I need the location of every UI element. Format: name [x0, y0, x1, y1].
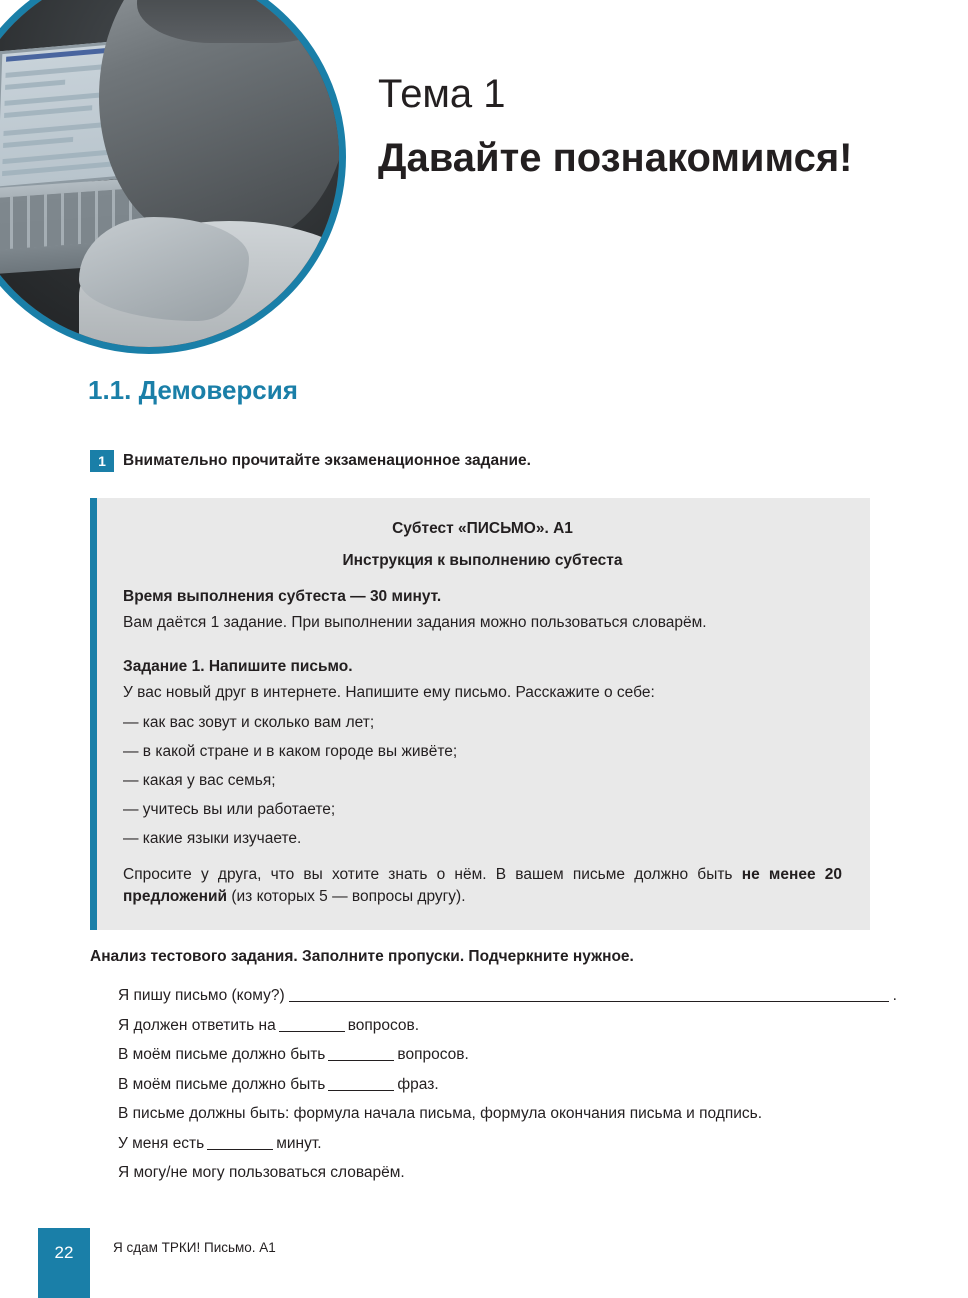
subtest-title: Субтест «ПИСЬМО». А1 [392, 520, 573, 537]
person-arm-graphic [79, 217, 249, 321]
analysis-row-pre: Я могу/не могу пользоваться словарём. [118, 1164, 405, 1181]
subtest-time: Время выполнения субтеста — 30 минут. [123, 588, 442, 605]
person-hair-graphic [137, 0, 345, 43]
analysis-row-pre: Я должен ответить на [118, 1016, 276, 1034]
exam-instruction-box [90, 498, 870, 930]
footer-book-title: Я сдам ТРКИ! Письмо. А1 [113, 1240, 276, 1255]
analysis-row [118, 1018, 908, 1034]
theme-label: Тема 1 [378, 72, 506, 116]
subtest-time-note: Вам даётся 1 задание. При выполнении задания можно пользоваться словарём. [123, 614, 707, 631]
task-bullet: — в какой стране и в каком городе вы живёте; [123, 742, 458, 760]
person-head-graphic [99, 0, 346, 241]
analysis-row-post: . [892, 987, 897, 1004]
analysis-blank-long[interactable] [289, 988, 889, 1002]
section-heading: 1.1. Демоверсия [88, 375, 298, 405]
subtest-subtitle: Инструкция к выполнению субтеста [342, 552, 623, 569]
theme-title: Давайте познакомимся! [378, 136, 853, 180]
task-intro: У вас новый друг в интернете. Напишите ему письмо. Расскажите о себе: [123, 683, 655, 701]
analysis-row-pre: Я пишу письмо (кому?) [118, 987, 285, 1004]
analysis-row-pre: В моём письме должно быть [118, 1075, 326, 1093]
analysis-row-pre: В моём письме должно быть [118, 1046, 326, 1063]
page-number-tab: 22 [38, 1228, 90, 1298]
task-closing-paragraph [123, 864, 842, 909]
task-heading: Задание 1. Напишите письмо. [123, 657, 353, 675]
analysis-row [118, 1136, 908, 1152]
title-block [378, 72, 938, 185]
analysis-blank-short[interactable] [279, 1018, 345, 1032]
photo-background [0, 0, 339, 347]
analysis-row-post: вопросов. [397, 1046, 469, 1063]
header-photo [0, 0, 346, 354]
page-header [0, 0, 968, 320]
task-number-badge: 1 [90, 450, 114, 472]
analysis-list [118, 988, 908, 1195]
analysis-title: Анализ тестового задания. Заполните пропуски. Подчеркните нужное. [90, 948, 634, 965]
analysis-row-pre: У меня есть [118, 1134, 205, 1152]
analysis-blank-short[interactable] [328, 1077, 394, 1091]
analysis-row [118, 1106, 908, 1122]
task-bullet: — какие языки изучаете. [123, 830, 302, 848]
analysis-row [118, 1047, 908, 1063]
analysis-row [118, 1077, 908, 1093]
closing-part-1: Спросите у друга, что вы хотите знать о нём. В вашем письме должно быть [123, 865, 742, 883]
task-bullet: — какая у вас семья; [123, 772, 276, 790]
closing-part-2: (из которых 5 — вопросы другу). [227, 888, 466, 906]
analysis-row-post: минут. [276, 1134, 322, 1152]
analysis-row-post: фраз. [397, 1075, 439, 1093]
analysis-row-post: вопросов. [347, 1016, 420, 1034]
task-bullet: — учитесь вы или работаете; [123, 801, 336, 819]
analysis-blank-short[interactable] [207, 1136, 273, 1150]
task-1-line [90, 450, 531, 472]
analysis-blank-short[interactable] [328, 1047, 394, 1061]
task-bullet: — как вас зовут и сколько вам лет; [123, 713, 375, 731]
analysis-row [118, 988, 908, 1004]
analysis-row-pre: В письме должны быть: формула начала письма, формула окончания письма и подпись. [118, 1105, 763, 1122]
task-instruction-text: Внимательно прочитайте экзаменационное задание. [123, 452, 531, 469]
analysis-row [118, 1165, 908, 1181]
closing-bold: не менее 20 предложений [123, 865, 842, 906]
